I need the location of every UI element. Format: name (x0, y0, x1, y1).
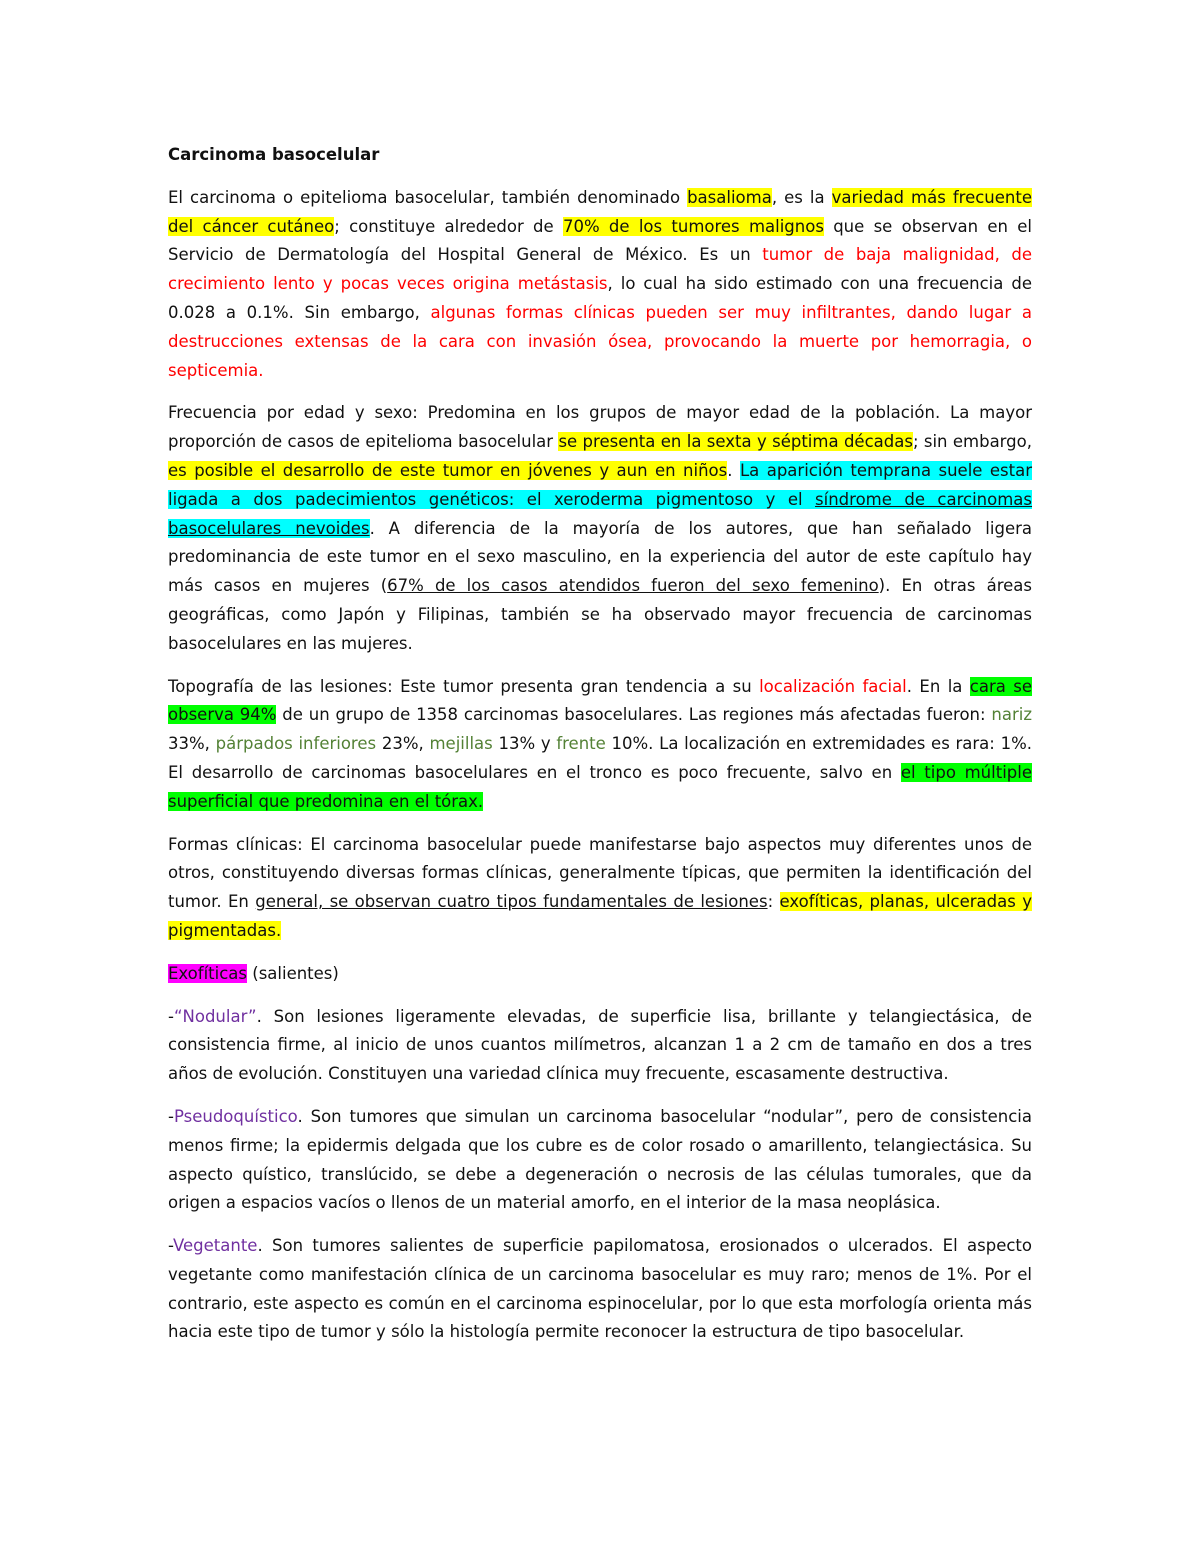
red-text-malignidad: tumor de baja malignidad, de crecimiento lento y pocas veces origina metástasis (168, 245, 1032, 294)
purple-text-vegetante: Vegetante (173, 1236, 258, 1256)
text-span: - (168, 1006, 174, 1026)
paragraph-formas-clinicas (168, 831, 1032, 946)
highlight-geneticos: La aparición temprana suele estar ligada a dos padecimientos genéticos: el xeroderma pigmentoso y (168, 460, 1033, 509)
text-span: : (767, 892, 780, 912)
highlight-exofiticas: Exofíticas (168, 963, 248, 983)
paragraph-frecuencia (168, 399, 1032, 658)
text-span: . (727, 460, 740, 480)
highlight-variedad: variedad más frecuente del cáncer cutáneo (168, 187, 1032, 236)
text-span: Formas clínicas: El carcinoma basocelular puede manifestarse bajo aspectos muy diferentes unos de otros, constituyendo diversas formas clínicas, generalmente típicas, que permiten la identificación del tumor. En (168, 834, 1032, 912)
paragraph-intro (168, 184, 1032, 386)
paragraph-pseudoquistico (168, 1103, 1032, 1218)
text-span: (salientes) (247, 963, 339, 983)
text-span: que se observan en el Servicio de Dermatología del Hospital General de México. Es un (168, 216, 1032, 265)
green-text-mejillas: mejillas (429, 734, 493, 754)
text-span: Frecuencia por edad y sexo: Predomina en los grupos de mayor edad de la población. La mayor proporción de casos de epitelioma basocelular (168, 403, 1032, 452)
highlight-jovenes: es posible el desarrollo de este tumor en jóvenes y aun en niños (168, 460, 728, 480)
green-text-frente: frente (556, 734, 606, 754)
red-text-infiltrantes: algunas formas clínicas pueden ser muy infiltrantes, dando lugar a destrucciones extensas de la cara con invasión ósea, provocando la muerte por hemorragia, o septicemia. (168, 302, 1032, 380)
text-span: 33%, (168, 734, 216, 754)
text-span: Topografía de las lesiones: Este tumor presenta gran tendencia a su (168, 676, 760, 696)
text-span: de un grupo de 1358 carcinomas basocelulares. Las regiones más afectadas fueron: (276, 705, 992, 725)
text-span: . Son tumores salientes de superficie papilomatosa, erosionados o ulcerados. El aspecto vegetante como manifestación clínica de un carcinoma basocelular es muy raro; menos de 1%. Por el contrario, este aspecto es común en el carcinoma espinocelular, por lo que esta morfología orienta más hacia este tipo de tumor y sólo la histología permite reconocer la estructura de tipo basocelular. (168, 1236, 1032, 1342)
paragraph-vegetante (168, 1232, 1032, 1347)
highlight-70-percent: 70% de los tumores malignos (562, 216, 824, 236)
highlight-torax: el tipo múltiple superficial que predomina en el tórax. (168, 762, 1032, 811)
green-text-parpados: párpados inferiores (215, 734, 377, 754)
text-span: . Son tumores que simulan un carcinoma basocelular “nodular”, pero de consistencia menos firme; la epidermis delgada que los cubre es de color rosado o amarillento, telangiectásica. Su aspecto quístico, translúcido, se debe a degeneración o necrosis de las células tumorales, que da origen a espacios vacíos o llenos de un material amorfo, en el interior de la masa neoplásica. (168, 1106, 1032, 1213)
purple-text-pseudoquistico: Pseudoquístico (173, 1106, 298, 1126)
document-title: Carcinoma basocelular (168, 145, 380, 164)
text-span: 23%, (376, 734, 430, 754)
underline-cuatro-tipos: general, se observan cuatro tipos fundamentales de lesiones (255, 892, 768, 912)
highlight-decadas: se presenta en la sexta y séptima décadas (558, 432, 913, 452)
paragraph-nodular (168, 1003, 1032, 1089)
text-span: El carcinoma o epitelioma basocelular, también denominado (168, 187, 688, 207)
text-span: . En la (906, 676, 970, 696)
paragraph-exofiticas (168, 960, 1032, 989)
text-span: - (168, 1236, 173, 1256)
highlight-cara-94: cara se observa 94% (168, 676, 1032, 725)
underline-67-percent: 67% de los casos atendidos fueron del sexo femenino (387, 576, 879, 596)
text-span: . Son lesiones ligeramente elevadas, de superficie lisa, brillante y telangiectásica, de consistencia firme, al inicio de unos cuantos milímetros, alcanzan 1 a 2 cm de tamaño en dos a tres años de evolución. Constituyen una variedad clínica muy frecuente, escasamente destructiva. (168, 1006, 1032, 1084)
purple-text-nodular: “Nodular” (173, 1006, 257, 1026)
text-span: , es la (771, 187, 832, 207)
text-span: - (168, 1106, 174, 1126)
highlight-tipos-lesiones: exofíticas, planas, ulceradas y pigmentadas. (168, 892, 1032, 940)
highlight-el: el (787, 489, 816, 509)
highlight-sindrome: síndrome de carcinomas basocelulares nevoides (168, 489, 1033, 538)
text-span: . A diferencia de la mayoría de los autores, que han señalado ligera predominancia de este tumor en el sexo masculino, en la experiencia del autor de este capítulo hay más casos en mujeres ( (168, 518, 1032, 596)
red-text-localizacion: localización facial (759, 676, 907, 696)
text-span: 13% y (492, 734, 557, 754)
text-span: 10%. La localización en extremidades es rara: 1%. El desarrollo de carcinomas basocelulares en el tronco es poco frecuente, salvo en (168, 734, 1032, 782)
text-span: , lo cual ha sido estimado con una frecuencia de 0.028 a 0.1%. Sin embargo, (168, 274, 1032, 322)
highlight-basalioma: basalioma (687, 187, 772, 207)
green-text-nariz: nariz (991, 705, 1032, 725)
paragraph-topografia (168, 673, 1032, 817)
text-span: ; sin embargo, (912, 432, 1032, 452)
text-span: ). En otras áreas geográficas, como Japón y Filipinas, también se ha observado mayor frecuencia de carcinomas basocelulares en las mujeres. (168, 576, 1033, 653)
text-span: ; constituye alrededor de (334, 216, 563, 236)
